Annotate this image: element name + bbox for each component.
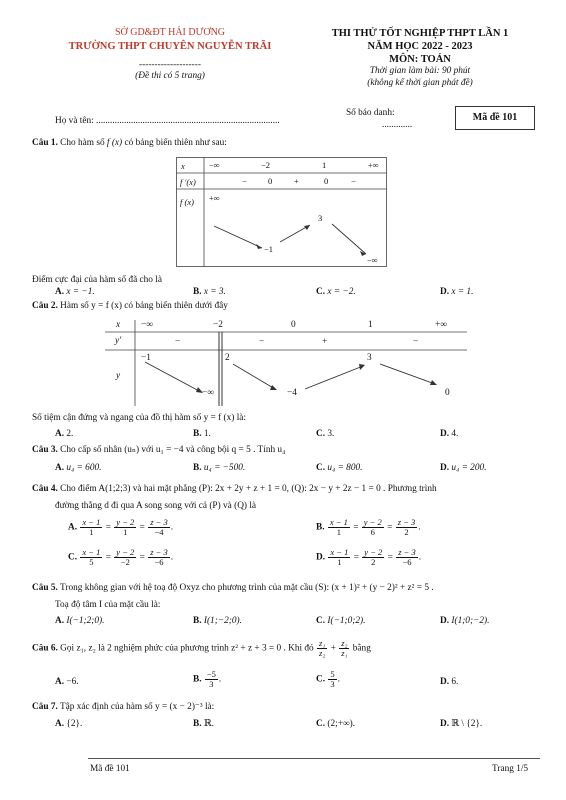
q7-option-a[interactable]: A. {2}.	[55, 719, 83, 729]
q1-variation-table	[176, 157, 387, 267]
q2-arrow-3	[305, 366, 363, 389]
q6-option-c[interactable]: C. $\frac{5}{3}$ .	[316, 669, 340, 689]
q2-x-3: 1	[368, 320, 373, 330]
page-count: (Đề thi có 5 trang)	[135, 71, 205, 82]
q5-option-a[interactable]: A. I(−1;2;0).	[55, 616, 105, 626]
q1-sign-2: +	[294, 176, 299, 186]
q1-arrow-3	[332, 224, 366, 254]
question-1: Câu 1. Cho hàm số f (x) có bảng biến thiên như sau:	[32, 138, 227, 148]
q2-val-2: 2	[225, 353, 230, 363]
question-4: Câu 4. Cho điểm A(1;2;3) và hai mặt phẳng (P): 2x + 2y + z + 1 = 0, (Q): 2x − y + 2z − 1 = 0 . Phương trình	[32, 484, 437, 494]
q1-x-3: +∞	[368, 160, 379, 170]
q4-text-line-2: đường thẳng d đi qua A song song với cả (P) và (Q) là	[55, 501, 257, 511]
question-6: Câu 6. Gọi z₁, z₂ là 2 nghiệm phức của phương trình z² + z + 3 = 0 . Khi đó $\frac{\text{z₁}}{\text{z₂}}$ + $\frac{\text{z₂}}{\text{z₁}}$ bằng	[32, 638, 371, 658]
header-right	[300, 27, 540, 90]
q2-sign-1: −	[259, 337, 265, 347]
question-5: Câu 5. Trong không gian với hệ toạ độ Oxyz cho phương trình của mặt cầu (S): (x + 1)² + (y − 2)² + z² = 5 .	[32, 583, 434, 593]
q5-option-b[interactable]: B. I(1;−2;0).	[193, 616, 242, 626]
school-name: TRƯỜNG THPT CHUYÊN NGUYỄN TRÃI	[68, 40, 272, 52]
q1-val-3: −∞	[367, 255, 378, 265]
exam-code-box: Mã đề 101	[455, 106, 535, 130]
q1-row-f: f (x)	[180, 197, 194, 207]
q5-option-d[interactable]: D. I(1;0;−2).	[440, 616, 490, 626]
q2-x-4: +∞	[435, 320, 447, 330]
q7-option-c[interactable]: C. (2;+∞).	[316, 719, 355, 729]
q1-x-1: −2	[261, 160, 271, 170]
q1-arrow-1	[214, 226, 262, 248]
question-3: Câu 3. Cho cấp số nhân (uₙ) với u₁ = −4 và công bội q = 5 . Tính u₄	[32, 445, 286, 455]
q2-option-b[interactable]: B. 1.	[193, 429, 211, 439]
q5-text-line-2: Toạ độ tâm I của mặt cầu là:	[55, 600, 161, 610]
header-left	[60, 27, 280, 83]
q5-option-c[interactable]: C. I(−1;0;2).	[316, 616, 366, 626]
q2-row-yp: y′	[115, 336, 122, 346]
q2-x-1: −2	[213, 320, 223, 330]
q1-option-d[interactable]: D. x = 1.	[440, 287, 474, 297]
q1-row-x: x	[181, 161, 185, 171]
q1-option-a[interactable]: A. x = −1.	[55, 287, 95, 297]
q7-option-b[interactable]: B. ℝ.	[193, 719, 214, 729]
q2-sign-0: −	[175, 337, 181, 347]
q2-option-c[interactable]: C. 3.	[316, 429, 335, 439]
q4-option-b[interactable]: B. $\frac{x - 1}{1}$ = $\frac{y - 2}{6}$ = $\frac{z - 3}{2}$ .	[316, 517, 421, 537]
q2-table-svg	[105, 320, 467, 406]
exam-year: NĂM HỌC 2022 - 2023	[367, 41, 473, 53]
q2-x-0: −∞	[141, 320, 153, 330]
q1-table-svg	[176, 157, 387, 267]
student-id-label: Số báo danh:	[346, 108, 395, 118]
q2-sign-2: +	[322, 337, 328, 347]
student-id-dots: .............	[382, 120, 413, 130]
header-dashes: --------------------	[139, 59, 201, 70]
q1-val-0: +∞	[209, 193, 220, 203]
q3-option-c[interactable]: C. u₄ = 800.	[316, 463, 363, 473]
exam-title: THI THỬ TỐT NGHIỆP THPT LẦN 1	[331, 28, 509, 39]
q1-val-2: 3	[318, 213, 323, 223]
q2-arrow-4	[380, 364, 435, 384]
q4-option-d[interactable]: D. $\frac{x - 1}{1}$ = $\frac{y - 2}{2}$ = $\frac{z - 3}{-6}$ .	[316, 547, 422, 567]
footer-exam-code: Mã đề 101	[90, 764, 130, 774]
q1-option-b[interactable]: B. x = 3.	[193, 287, 226, 297]
q1-x-2: 1	[322, 160, 327, 170]
student-name-field: Họ và tên: ...............................................................................	[55, 116, 280, 126]
q1-row-fp: f ′(x)	[180, 177, 196, 187]
q2-arrow-2	[233, 364, 275, 389]
q4-option-c[interactable]: C. $\frac{x - 1}{5}$ = $\frac{y - 2}{-2}$ = $\frac{z - 3}{-6}$ .	[68, 547, 174, 567]
q6-option-b[interactable]: B. $\frac{-5}{3}$ .	[193, 669, 222, 689]
exam-subject: MÔN: TOÁN	[389, 54, 451, 66]
footer-rule	[88, 758, 540, 759]
q1-option-c[interactable]: C. x = −2.	[316, 287, 356, 297]
q1-sign-1: 0	[268, 176, 273, 186]
q2-row-y: y	[116, 371, 121, 381]
q1-sign-3: 0	[324, 176, 329, 186]
q2-variation-table	[105, 320, 467, 406]
q2-val-0: −1	[141, 353, 151, 363]
exam-time-note: (không kể thời gian phát đề)	[367, 77, 473, 88]
q7-option-d[interactable]: D. ℝ \ {2}.	[440, 719, 483, 729]
q2-x-2: 0	[291, 320, 296, 330]
q4-option-a[interactable]: A. $\frac{x - 1}{1}$ = $\frac{y - 2}{1}$ = $\frac{z - 3}{-4}$ .	[68, 517, 174, 537]
dept-name: SỞ GD&ĐT HẢI DƯƠNG	[114, 27, 226, 38]
q2-row-x: x	[116, 320, 121, 330]
q6-option-d[interactable]: D. 6.	[440, 677, 459, 687]
q3-option-d[interactable]: D. u₄ = 200.	[440, 463, 487, 473]
q2-option-d[interactable]: D. 4.	[440, 429, 459, 439]
q1-x-0: −∞	[209, 160, 220, 170]
q2-ask: Số tiệm cận đứng và ngang của đồ thị hàm số y = f (x) là:	[32, 413, 246, 423]
q2-val-4: 3	[367, 353, 372, 363]
question-2: Câu 2. Hàm số y = f (x) có bảng biến thiên dưới đây	[32, 301, 228, 311]
q2-arrow-1	[145, 362, 201, 392]
q1-ask: Điểm cực đại của hàm số đã cho là	[32, 275, 162, 285]
q2-val-5: 0	[445, 388, 450, 398]
q1-val-1: −1	[264, 244, 274, 254]
q2-option-a[interactable]: A. 2.	[55, 429, 74, 439]
q1-sign-4: −	[351, 176, 356, 186]
q3-option-b[interactable]: B. u₄ = −500.	[193, 463, 246, 473]
q3-option-a[interactable]: A. u₄ = 600.	[55, 463, 102, 473]
footer-page-number: Trang 1/5	[492, 764, 529, 774]
exam-time: Thời gian làm bài: 90 phút	[369, 66, 471, 77]
question-7: Câu 7. Tập xác định của hàm số y = (x − 2)⁻³ là:	[32, 702, 215, 712]
q2-val-1: −∞	[202, 388, 214, 398]
q2-sign-3: −	[413, 337, 419, 347]
q2-val-3: −4	[287, 388, 297, 398]
q6-option-a[interactable]: A. −6.	[55, 677, 79, 687]
q1-sign-0: −	[242, 176, 247, 186]
